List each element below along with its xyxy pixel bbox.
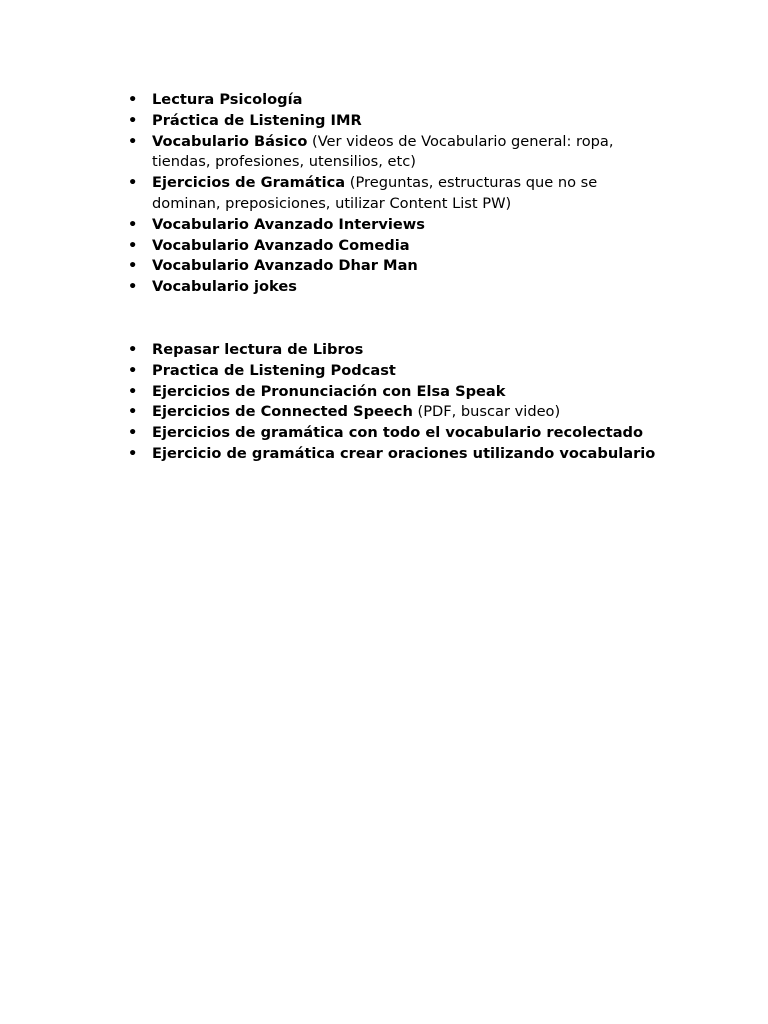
list-item <box>128 340 668 361</box>
item-label: Ejercicios de gramática con todo el vocabulario recolectado <box>152 424 644 442</box>
bullet-icon: • <box>128 132 138 150</box>
list-item <box>128 132 668 174</box>
item-label: Ejercicios de Gramática <box>152 174 346 192</box>
bullet-icon: • <box>128 444 138 462</box>
list-item <box>128 277 668 298</box>
bullet-icon: • <box>128 215 138 233</box>
list-item <box>128 382 668 403</box>
bullet-icon: • <box>128 174 138 192</box>
item-label: Práctica de Listening IMR <box>152 111 362 129</box>
item-label: Practica de Listening Podcast <box>152 361 396 379</box>
bullet-icon: • <box>128 341 138 358</box>
item-note: (Preguntas, estructuras que no se dominan, preposiciones, utilizar Content List PW) <box>152 174 598 212</box>
list-item <box>128 90 668 111</box>
bullet-icon: • <box>128 236 138 254</box>
bullet-icon: • <box>128 382 138 400</box>
item-label: Ejercicios de Connected Speech <box>152 403 413 421</box>
list-item <box>128 173 668 215</box>
bullet-icon: • <box>128 361 138 379</box>
study-list-two <box>128 340 668 465</box>
item-label: Repasar lectura de Libros <box>152 341 364 358</box>
item-label: Ejercicio de gramática crear oraciones utilizando vocabulario <box>152 444 656 462</box>
list-item <box>128 236 668 257</box>
list-item <box>128 402 668 423</box>
bullet-icon: • <box>128 278 138 296</box>
item-label: Vocabulario Avanzado Comedia <box>152 236 410 254</box>
item-label: Vocabulario Avanzado Dhar Man <box>152 257 418 275</box>
bullet-icon: • <box>128 111 138 129</box>
item-note: (PDF, buscar video) <box>412 403 561 421</box>
bullet-icon: • <box>128 403 138 421</box>
item-label: Vocabulario Básico <box>152 132 308 150</box>
list-item <box>128 444 668 465</box>
list-item <box>128 215 668 236</box>
bullet-icon: • <box>128 91 138 108</box>
item-label: Lectura Psicología <box>152 91 303 108</box>
list-item <box>128 423 668 444</box>
item-label: Ejercicios de Pronunciación con Elsa Speak <box>152 382 506 400</box>
item-note: (Ver videos de Vocabulario general: ropa, tiendas, profesiones, utensilios, etc) <box>152 132 614 171</box>
bullet-icon: • <box>128 424 138 442</box>
list-item <box>128 111 668 132</box>
item-label: Vocabulario jokes <box>152 278 297 296</box>
study-list-one <box>128 90 668 298</box>
list-item <box>128 256 668 277</box>
list-item <box>128 361 668 382</box>
bullet-icon: • <box>128 257 138 275</box>
item-label: Vocabulario Avanzado Interviews <box>152 215 425 233</box>
